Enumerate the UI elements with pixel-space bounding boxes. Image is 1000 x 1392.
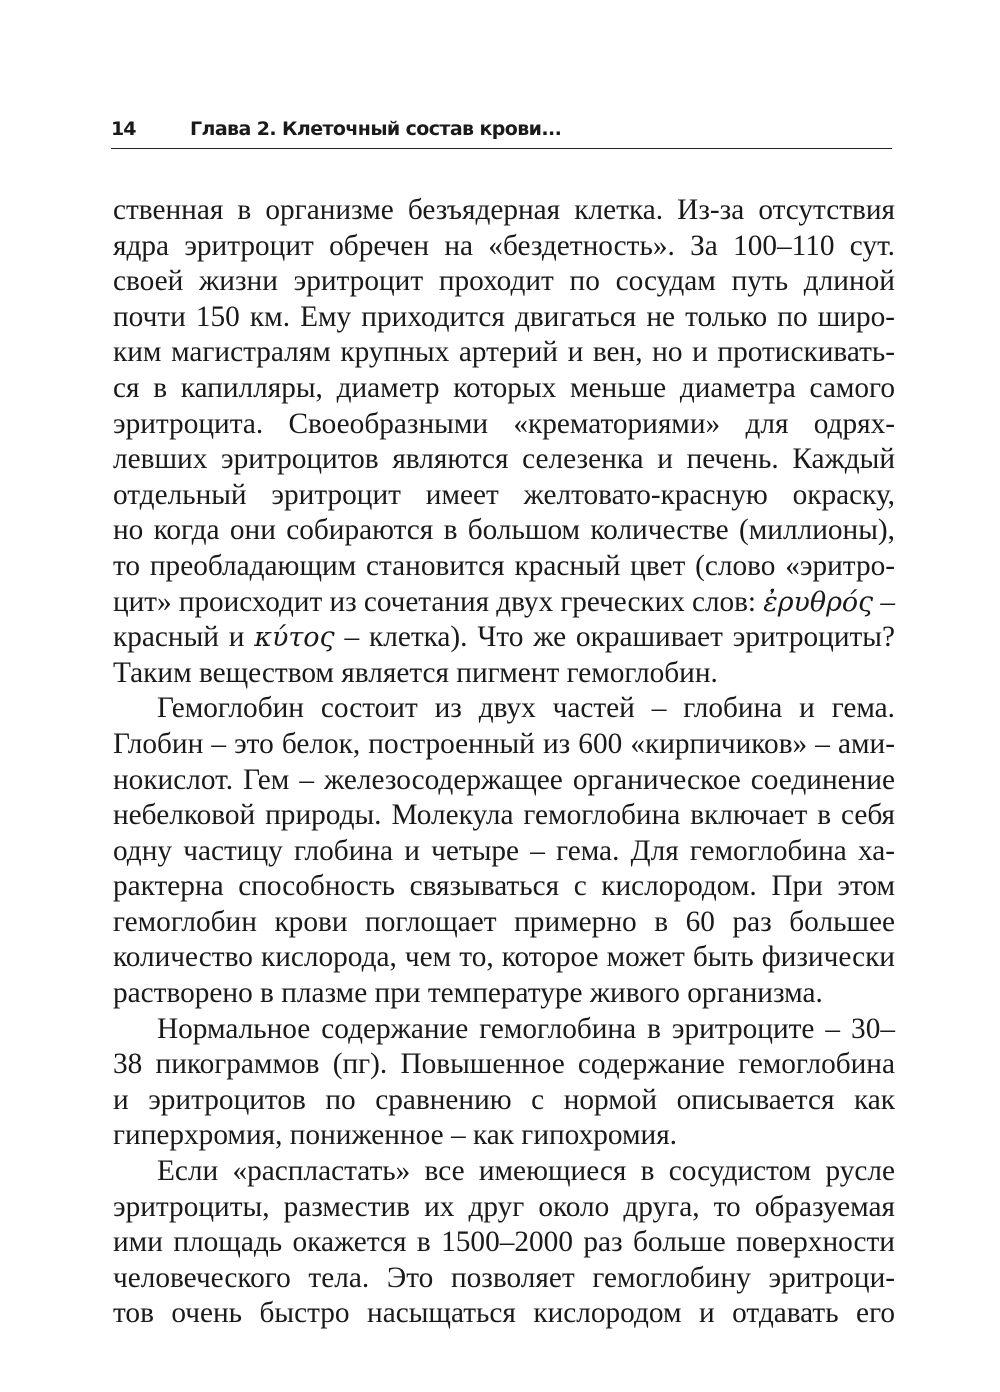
text-line: Глобин – это белок, построенный из 600 «кирпичиков» – ами- <box>113 727 895 760</box>
text-line: растворено в плазме при температуре живого организма. <box>113 977 823 1010</box>
text-line: Гемоглобин состоит из двух частей – глобина и гема. <box>157 692 895 725</box>
running-header <box>111 112 892 149</box>
text-line: ими площадь окажется в 1500–2000 раз больше поверхности <box>113 1226 895 1259</box>
text-line: 38 пикограммов (пг). Повышенное содержание гемоглобина <box>113 1048 895 1081</box>
line-fragment: красный и <box>113 621 255 654</box>
text-line-greek-2 <box>113 620 895 656</box>
text-line: одну частицу глобина и четыре – гема. Для гемоглобина ха- <box>113 834 895 867</box>
chapter-title: Глава 2. Клеточный состав крови... <box>190 118 562 140</box>
greek-word-erythros: ἐρυθρός <box>763 586 874 618</box>
text-line: отдельный эритроцит имеет желтовато-красную окраску, <box>113 478 895 511</box>
text-line: своей жизни эритроцит проходит по сосудам путь длиной <box>113 265 895 298</box>
text-line: почти 150 км. Ему приходится двигаться не только по широ- <box>113 300 895 333</box>
text-line: тов очень быстро насыщаться кислородом и отдавать его <box>113 1297 895 1330</box>
text-line: количество кислорода, чем то, которое может быть физически <box>113 941 895 974</box>
text-line: ственная в организме безъядерная клетка. Из-за отсутствия <box>113 194 895 226</box>
text-line: но когда они собираются в большом количестве (миллионы), <box>113 514 895 547</box>
text-line: Таким веществом является пигмент гемоглобин. <box>113 656 718 689</box>
text-line: ядра эритроцит обречен на «бездетность». За 100–110 сут. <box>113 229 895 262</box>
line-fragment: – <box>873 585 895 618</box>
text-line: ся в капилляры, диаметр которых меньше диаметра самого <box>113 371 895 404</box>
line-fragment: цит» происходит из сочетания двух греческих слов: <box>113 585 764 618</box>
text-line: эритроцита. Своеобразными «крематориями» для одрях- <box>113 407 895 440</box>
text-line: гемоглобин крови поглощает примерно в 60 раз большее <box>113 905 895 938</box>
paragraph-2 <box>113 691 895 1011</box>
greek-word-kytos: κύτος <box>254 622 335 654</box>
line-fragment: – клетка). Что же окрашивает эритроциты? <box>334 621 895 654</box>
body-text <box>113 193 895 1332</box>
page-number: 14 <box>111 118 136 140</box>
paragraph-3 <box>113 1012 895 1154</box>
text-line: то преобладающим становится красный цвет (слово «эритро- <box>113 549 895 582</box>
text-line-greek-1 <box>113 585 895 621</box>
text-line: небелковой природы. Молекула гемоглобина включает в себя <box>113 799 895 832</box>
text-line: левших эритроцитов являются селезенка и печень. Каждый <box>113 443 895 476</box>
text-line: гиперхромия, пониженное – как гипохромия. <box>113 1119 678 1152</box>
text-line: нокислот. Гем – железосодержащее органическое соединение <box>113 763 895 796</box>
text-line: ким магистралям крупных артерий и вен, но и протискивать- <box>113 336 895 369</box>
paragraph-1 <box>113 193 895 691</box>
text-line: Если «распластать» все имеющиеся в сосудистом русле <box>157 1155 895 1188</box>
text-line: и эритроцитов по сравнению с нормой описывается как <box>113 1083 895 1116</box>
text-line: человеческого тела. Это позволяет гемоглобину эритроци- <box>113 1261 895 1294</box>
paragraph-4 <box>113 1154 895 1332</box>
text-line: эритроциты, разместив их друг около друга, то образуемая <box>113 1190 895 1223</box>
text-line: рактерна способность связываться с кислородом. При этом <box>113 870 895 903</box>
text-line: Нормальное содержание гемоглобина в эритроците – 30– <box>157 1012 895 1045</box>
